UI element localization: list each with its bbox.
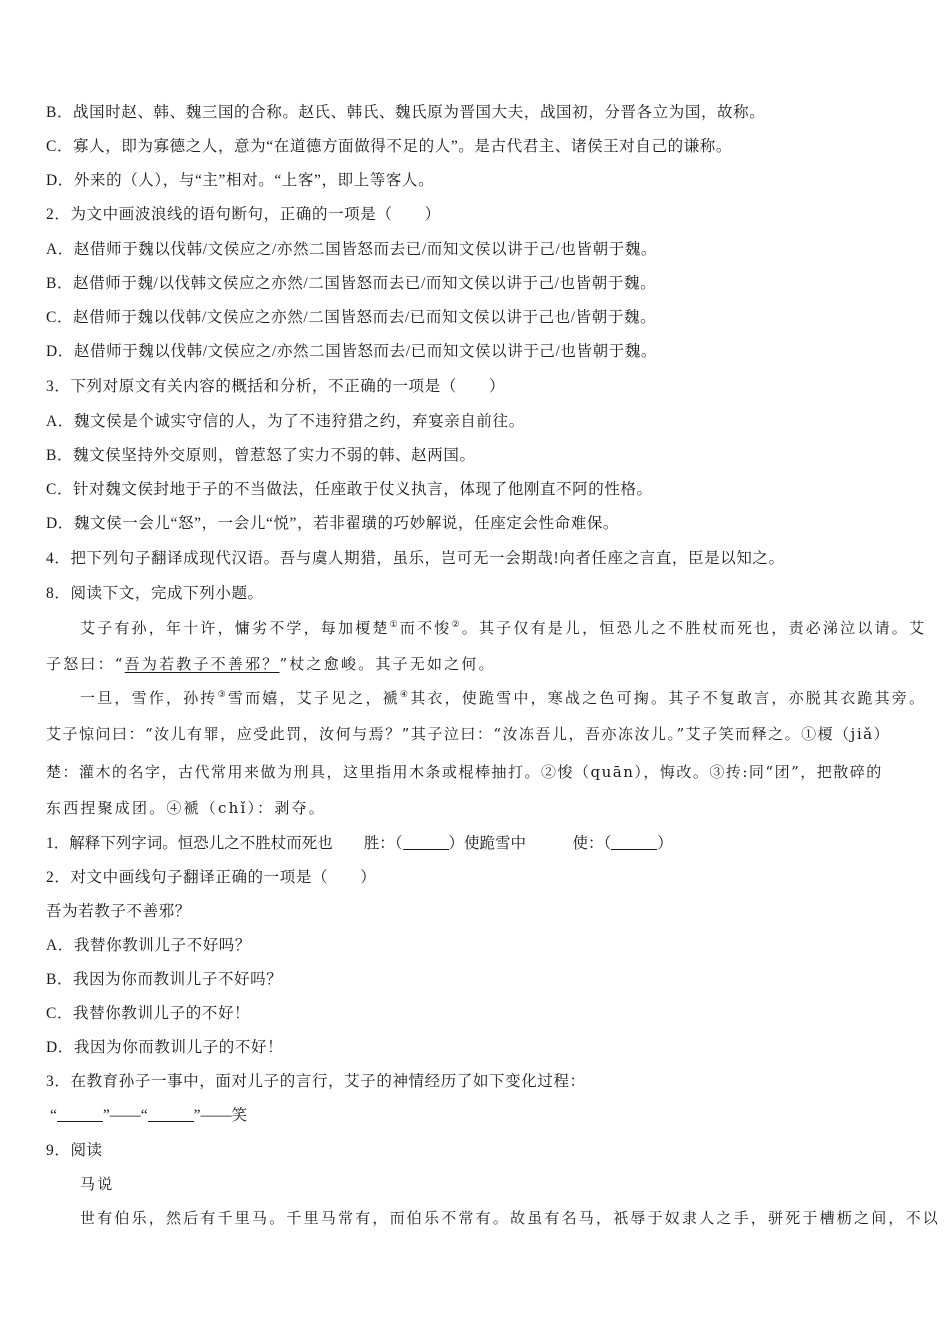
section9-title: 马说 [80,1175,115,1193]
sub2-option-a [46,936,251,956]
sub2-stem: 2．对文中画线句子翻译正确的一项是（ ） [46,869,377,886]
quote-mark: ” [102,1107,110,1124]
q3-stem: 3．下列对原文有关内容的概括和分析，不正确的一项是（ ） [46,378,506,395]
option-label: A． [46,413,74,430]
q4-text: 4．把下列句子翻译成现代汉语。吾与虞人期猎，虽乐，岂可无一会期哉!向者任座之言直，臣是以知之。 [46,550,785,567]
passage-p2-line4: 东西捏聚成团。④褫（chǐ）：剥夺。 [46,799,326,817]
sub2-option-d [46,1038,283,1058]
passage-p2-line1 [80,688,926,708]
section8-heading: 8．阅读下文，完成下列小题。 [46,585,264,602]
sub1-text [46,834,673,854]
footnote-ref: ④ [399,690,411,700]
option-label: C． [46,309,74,326]
passage-text: 雪而嬉，艾子见之，褫 [227,689,400,707]
q1-option-b [46,103,765,123]
option-label: D． [46,515,74,532]
q1-option-c [46,137,732,157]
option-label: C． [46,138,74,155]
sub3-end: ——笑 [200,1107,248,1124]
option-text: 魏文侯坚持外交原则，曾惹怒了实力不弱的韩、赵两国。 [73,447,476,464]
option-text: 针对魏文侯封地于子的不当做法，任座敢于仗义执言，体现了他刚直不阿的性格。 [73,481,653,498]
quote-mark: “ [140,1107,148,1124]
q2-option-a [46,240,657,260]
option-label: B． [46,971,74,988]
passage-p2-line2: 艾子惊问曰：“汝儿有罪，应受此罚，汝何与焉？”其子泣曰：“汝冻吾儿，吾亦冻汝儿。”艾子笑而释之。①榎（jiǎ） [46,725,891,743]
dash: —— [109,1107,141,1124]
sub2-option-c [46,1004,250,1024]
sub2-option-b [46,970,282,990]
answer-blank-2[interactable] [611,835,657,850]
passage-p2-line3: 楚：灌木的名字，古代常用来做为刑具，这里指用木条或棍棒抽打。②悛（quān），悔改。③抟:同“团”，把散碎的 [46,763,883,781]
answer-blank-4[interactable] [148,1107,194,1122]
passage-text: 其衣，使跪雪中，寒战之色可掬。其子不复敢言，亦脱其衣跪其旁。 [410,689,927,707]
sub3-blanks [50,1106,247,1126]
option-label: B． [46,275,74,292]
passage-text: ”杖之愈峻。其子无如之何。 [279,655,496,673]
option-text: 赵借师于魏以伐韩/文侯应之/亦然二国皆怒而去已/而知文侯以讲于己/也皆朝于魏。 [73,241,658,258]
passage-text: 艾子有孙，年十许，慵劣不学，每加榎楚 [80,619,390,637]
option-text: 我替你教训儿子的不好！ [73,1005,251,1022]
option-text: 我因为你而教训儿子不好吗？ [73,971,283,988]
option-label: D． [46,1039,74,1056]
passage-text: 而不悛 [399,619,452,637]
option-label: C． [46,1005,74,1022]
option-text: 魏文侯一会儿“怒”，一会儿“悦”，若非翟璜的巧妙解说，任座定会性命难保。 [73,515,620,532]
section9-line1: 世有伯乐，然后有千里马。千里马常有，而伯乐不常有。故虽有名马，祇辱于奴隶人之手，骈死于槽枥之间，不以 [80,1209,941,1227]
passage-text: 子怒曰：“ [46,655,125,673]
sub2-sentence: 吾为若教子不善邪？ [46,903,191,920]
option-label: D． [46,172,74,189]
footnote-ref: ① [389,620,400,630]
sub1-part: ） [657,835,673,852]
option-text: 外来的（人），与“主”相对。“上客”，即上等客人。 [73,172,435,189]
option-text: 寡人，即为寡德之人，意为“在道德方面做得不足的人”。是古代君主、诸侯王对自己的谦称。 [73,138,733,155]
option-text: 魏文侯是个诚实守信的人，为了不违狩猎之约，弃宴亲自前往。 [73,413,525,430]
q2-option-b [46,274,656,294]
q2-option-c [46,308,656,328]
passage-p1-line2 [46,654,496,674]
answer-blank-1[interactable] [403,835,449,850]
q3-option-a [46,412,525,432]
option-label: C． [46,481,74,498]
sub1-part: 1．解释下列字词。恒恐儿之不胜杖而死也 胜：（ [46,835,403,852]
q1-option-d [46,171,434,191]
option-text: 赵借师于魏以伐韩/文侯应之/亦然二国皆怒而去/已而知文侯以讲于己/也皆朝于魏。 [73,343,658,360]
q2-stem: 2．为文中画波浪线的语句断句，正确的一项是（ ） [46,206,441,223]
option-label: D． [46,343,74,360]
quote-mark: “ [50,1107,57,1124]
option-text: 战国时赵、韩、魏三国的合称。赵氏、韩氏、魏氏原为晋国大夫，战国初，分晋各立为国，故称。 [73,104,766,121]
footnote-ref: ② [451,620,462,630]
quote-mark: ” [193,1107,201,1124]
option-label: B． [46,104,74,121]
sub3-stem: 3．在教育孙子一事中，面对儿子的言行，艾子的神情经历了如下变化过程： [46,1073,586,1090]
footnote-ref: ③ [217,690,228,700]
q3-option-b [46,446,476,466]
option-text: 赵借师于魏/以伐韩文侯应之亦然/二国皆怒而去已/而知文侯以讲于己/也皆朝于魏。 [73,275,657,292]
passage-text: 。其子仅有是儿，恒恐儿之不胜杖而死也，责必涕泣以请。艾 [461,619,927,637]
passage-text: 一旦，雪作，孙抟 [80,689,218,707]
sub1-part: ）使跪雪中 使：（ [448,835,612,852]
q3-option-d [46,514,619,534]
option-label: A． [46,937,74,954]
option-label: B． [46,447,74,464]
underlined-sentence: 吾为若教子不善邪？ [124,655,280,673]
option-text: 我替你教训儿子不好吗？ [73,937,252,954]
q2-option-d [46,342,657,362]
option-text: 赵借师于魏以伐韩/文侯应之亦然/二国皆怒而去/已而知文侯以讲于己也/皆朝于魏。 [73,309,657,326]
option-text: 我因为你而教训儿子的不好！ [73,1039,284,1056]
answer-blank-3[interactable] [57,1107,103,1122]
section9-heading: 9．阅读 [46,1142,103,1159]
q3-option-c [46,480,653,500]
option-label: A． [46,241,74,258]
passage-p1-line1 [80,618,926,638]
